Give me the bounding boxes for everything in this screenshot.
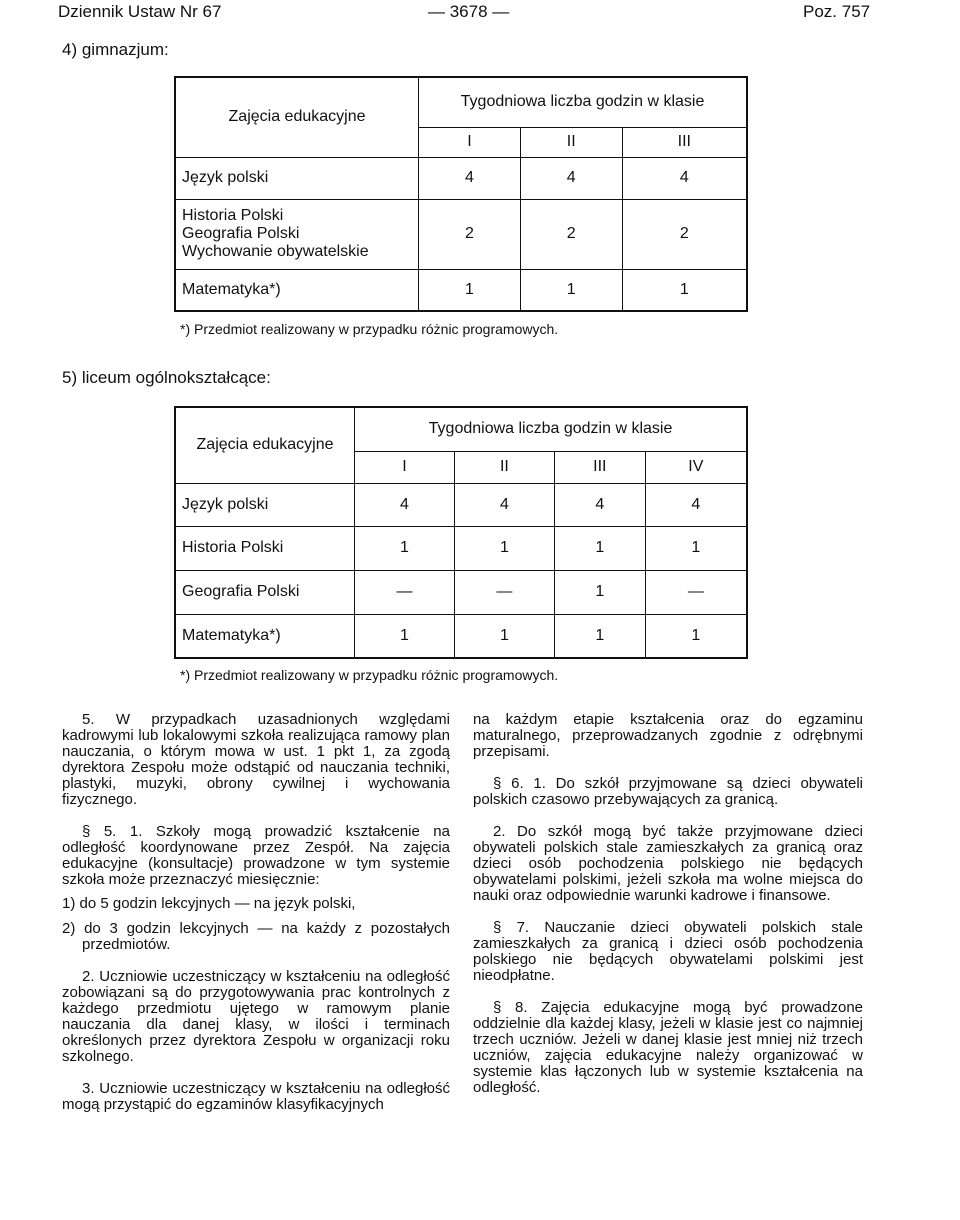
paragraph-s8: § 8. Zajęcia edukacyjne mogą być prowadzone oddzielnie dla każdej klasy, jeżeli w klasie jest co najmniej trzech uczniów. Jeżeli w danej klasie jest mniej niż trzech uczniów, zajęcia edukacyjne należy organizować w systemie klas łączonych lub w systemie kształcenia na odległość. bbox=[473, 999, 863, 1096]
subject-line: Geografia Polski bbox=[182, 225, 300, 242]
value-cell: 1 bbox=[419, 269, 521, 311]
value-cell: 1 bbox=[355, 526, 455, 570]
list-item: 1) do 5 godzin lekcyjnych — na język polski, bbox=[62, 895, 356, 912]
table-row bbox=[175, 199, 747, 269]
class-header: III bbox=[622, 127, 747, 157]
class-header: II bbox=[454, 451, 554, 483]
value-cell: 1 bbox=[645, 614, 747, 658]
value-cell: 1 bbox=[454, 526, 554, 570]
subject-header: Zajęcia edukacyjne bbox=[175, 407, 355, 483]
footnote-5: *) Przedmiot realizowany w przypadku różnic programowych. bbox=[180, 667, 559, 683]
subject-cell: Geografia Polski bbox=[175, 570, 355, 614]
value-cell: — bbox=[454, 570, 554, 614]
value-cell: 1 bbox=[645, 526, 747, 570]
class-header: I bbox=[355, 451, 455, 483]
value-cell: 2 bbox=[419, 199, 521, 269]
section-4-title: 4) gimnazjum: bbox=[62, 40, 169, 59]
class-header: II bbox=[520, 127, 622, 157]
hours-header: Tygodniowa liczba godzin w klasie bbox=[355, 407, 748, 451]
table-row bbox=[175, 483, 747, 526]
paragraph-s7: § 7. Nauczanie dzieci obywateli polskich stale zamieszkałych za granicą i dzieci osób pochodzenia polskiego nie będących obywatelami polskimi jest nieodpłatne. bbox=[473, 919, 863, 984]
subject-cell: Matematyka*) bbox=[175, 614, 355, 658]
value-cell: — bbox=[645, 570, 747, 614]
value-cell: 4 bbox=[554, 483, 645, 526]
value-cell: 1 bbox=[554, 614, 645, 658]
value-cell: 4 bbox=[520, 157, 622, 199]
class-header: III bbox=[554, 451, 645, 483]
subject-cell: Język polski bbox=[175, 157, 419, 199]
section-5-title: 5) liceum ogólnokształcące: bbox=[62, 368, 271, 387]
value-cell: 1 bbox=[355, 614, 455, 658]
hours-header: Tygodniowa liczba godzin w klasie bbox=[419, 77, 748, 127]
text-column-left bbox=[62, 712, 450, 1113]
table-row bbox=[175, 614, 747, 658]
subject-cell: Historia Polski bbox=[175, 526, 355, 570]
subject-cell bbox=[175, 199, 419, 269]
paragraph-s5-2: 2. Uczniowie uczestniczący w kształceniu na odległość zobowiązani są do przygotowywania prac kontrolnych z każdego przedmiotu ujętego w ramowym planie nauczania dla danej klasy, w ilości i terminach określonych przez dyrektora Zespołu w organizacji roku szkolnego. bbox=[62, 968, 450, 1065]
value-cell: 1 bbox=[454, 614, 554, 658]
list-item: 2) do 3 godzin lekcyjnych — na każdy z pozostałych przedmiotów. bbox=[62, 920, 450, 953]
paragraph-s5-3: 3. Uczniowie uczestniczący w kształceniu na odległość mogą przystąpić do egzaminów klasyfikacyjnych bbox=[62, 1080, 450, 1113]
class-header: IV bbox=[645, 451, 747, 483]
paragraph-s6-1: § 6. 1. Do szkół przyjmowane są dzieci obywateli polskich czasowo przebywających za granicą. bbox=[473, 775, 863, 808]
liceum-table bbox=[174, 406, 748, 659]
subject-header: Zajęcia edukacyjne bbox=[175, 77, 419, 157]
value-cell: — bbox=[355, 570, 455, 614]
value-cell: 4 bbox=[355, 483, 455, 526]
value-cell: 4 bbox=[622, 157, 747, 199]
table-row bbox=[175, 157, 747, 199]
journal-title: Dziennik Ustaw Nr 67 bbox=[58, 2, 222, 21]
class-header: I bbox=[419, 127, 521, 157]
table-row bbox=[175, 570, 747, 614]
value-cell: 1 bbox=[520, 269, 622, 311]
value-cell: 1 bbox=[554, 526, 645, 570]
subject-line: Historia Polski bbox=[182, 207, 284, 224]
gimnazjum-table bbox=[174, 76, 748, 312]
value-cell: 4 bbox=[645, 483, 747, 526]
value-cell: 4 bbox=[454, 483, 554, 526]
value-cell: 2 bbox=[520, 199, 622, 269]
text-column-right bbox=[473, 712, 863, 1096]
paragraph-s5-1: § 5. 1. Szkoły mogą prowadzić kształcenie na odległość koordynowane przez Zespół. Na zajęcia edukacyjne (konsultacje) prowadzone w tym systemie szkoła może przeznaczyć miesięcznie: bbox=[62, 823, 450, 888]
value-cell: 1 bbox=[554, 570, 645, 614]
footnote-4: *) Przedmiot realizowany w przypadku różnic programowych. bbox=[180, 321, 559, 337]
value-cell: 4 bbox=[419, 157, 521, 199]
paragraph-5: 5. W przypadkach uzasadnionych względami kadrowymi lub lokalowymi szkoła realizująca ramowy plan nauczania, o którym mowa w ust. 1 pkt 1, za zgodą dyrektora Zespołu może odstąpić od nauczania techniki, plastyki, muzyki, obrony cywilnej i wychowania fizycznego. bbox=[62, 711, 450, 808]
table-row bbox=[175, 269, 747, 311]
subject-line: Wychowanie obywatelskie bbox=[182, 243, 369, 260]
page-number: — 3678 — bbox=[428, 2, 510, 21]
table-row bbox=[175, 526, 747, 570]
paragraph-s5-3-continued: na każdym etapie kształcenia oraz do egzaminu maturalnego, przeprowadzanych zgodnie z odrębnymi przepisami. bbox=[473, 711, 863, 760]
subject-cell: Język polski bbox=[175, 483, 355, 526]
subject-cell: Matematyka*) bbox=[175, 269, 419, 311]
value-cell: 2 bbox=[622, 199, 747, 269]
position-number: Poz. 757 bbox=[803, 2, 871, 21]
value-cell: 1 bbox=[622, 269, 747, 311]
paragraph-s6-2: 2. Do szkół mogą być także przyjmowane dzieci obywateli polskich stale zamieszkałych za granicą oraz dzieci osób pochodzenia polskiego nie będących obywatelami polskimi, jeżeli szkoła ma wolne miejsca do nauki oraz odpowiednie warunki kadrowe i finansowe. bbox=[473, 823, 863, 904]
